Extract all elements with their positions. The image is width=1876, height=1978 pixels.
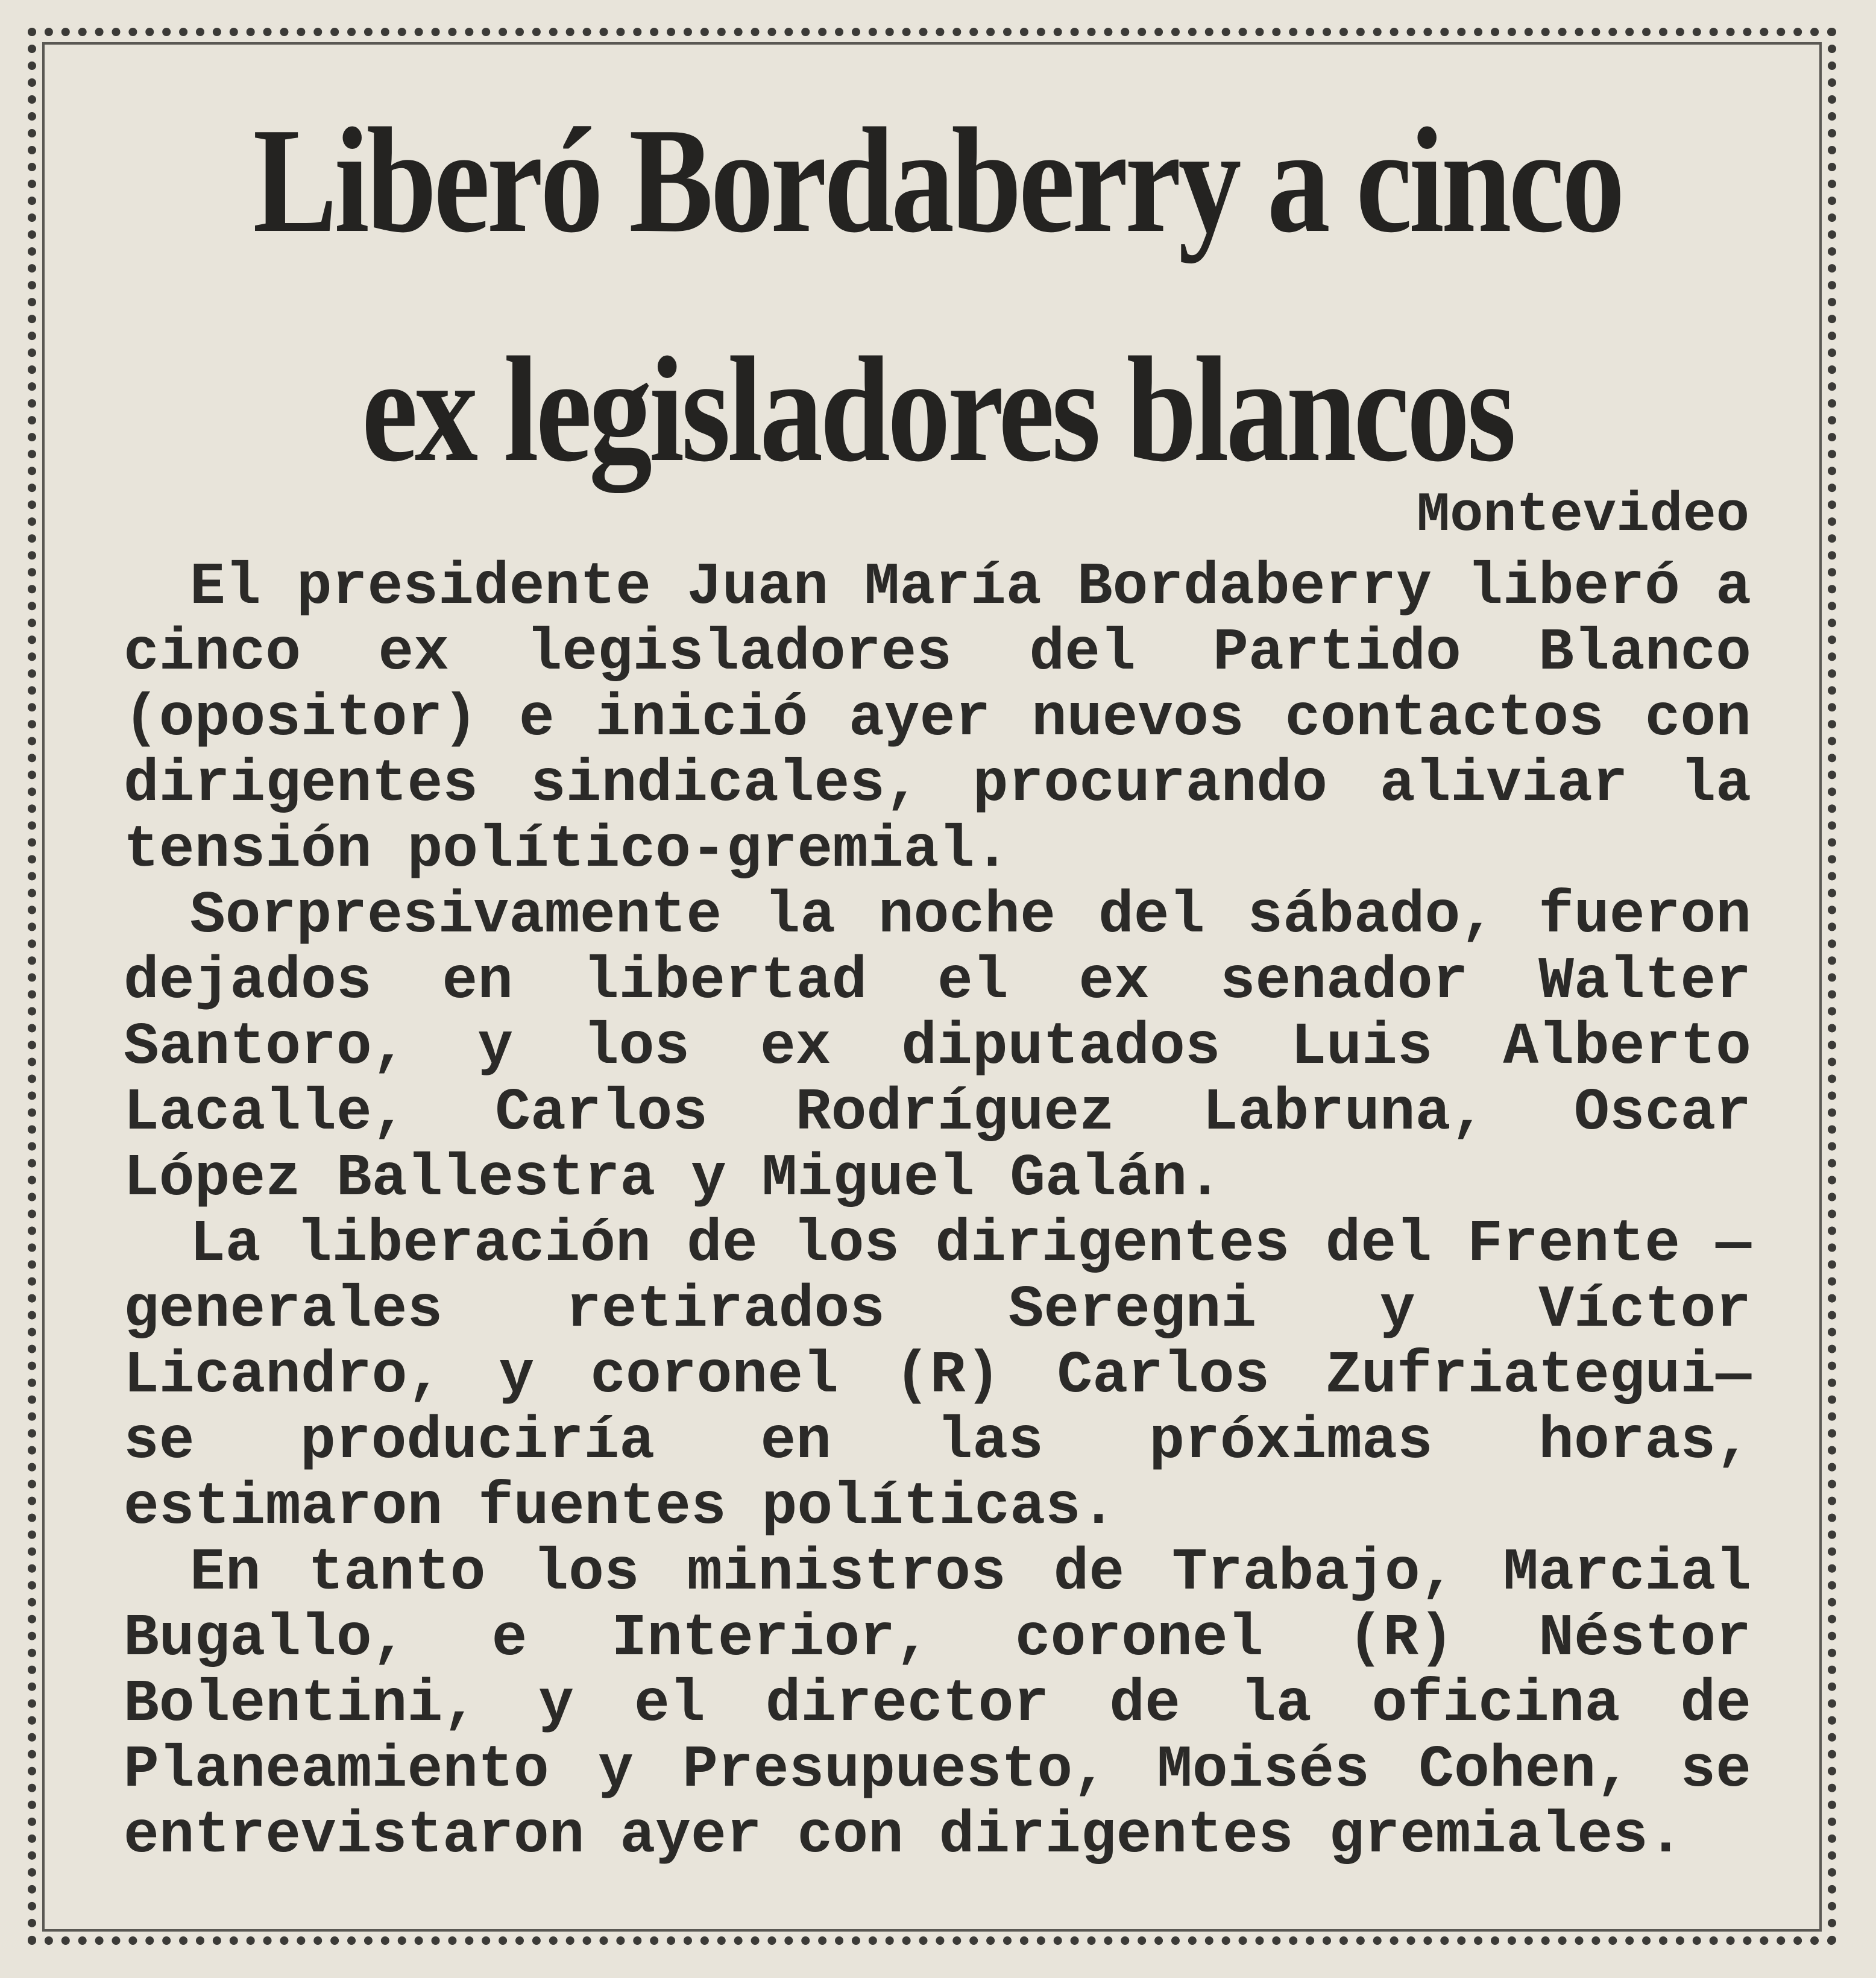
dateline: Montevideo	[1416, 483, 1749, 547]
article-body	[124, 555, 1751, 1869]
paragraph: En tanto los ministros de Trabajo, Marcial Bugallo, e Interior, coronel (R) Néstor Bolentini, y el director de la oficina de Planeamiento y Presupuesto, Moisés Cohen, se entrevistaron ayer con dirigentes gremiales.	[124, 1540, 1751, 1869]
paragraph: Sorpresivamente la noche del sábado, fueron dejados en libertad el ex senador Walter Santoro, y los ex diputados Luis Alberto Lacalle, Carlos Rodríguez Labruna, Oscar López Ballestra y Miguel Galán.	[124, 883, 1751, 1212]
paragraph: El presidente Juan María Bordaberry liberó a cinco ex legisladores del Partido Blanco (opositor) e inició ayer nuevos contactos con dirigentes sindicales, procurando aliviar la tensión político-gremial.	[124, 554, 1751, 884]
headline: Liberó Bordaberry a cinco ex legisladores blancos	[253, 97, 1622, 493]
paragraph: La liberación de los dirigentes del Frente —generales retirados Seregni y Víctor Licandro, y coronel (R) Carlos Zufriategui— se produciría en las próximas horas, estimaron fuentes políticas.	[124, 1211, 1751, 1541]
